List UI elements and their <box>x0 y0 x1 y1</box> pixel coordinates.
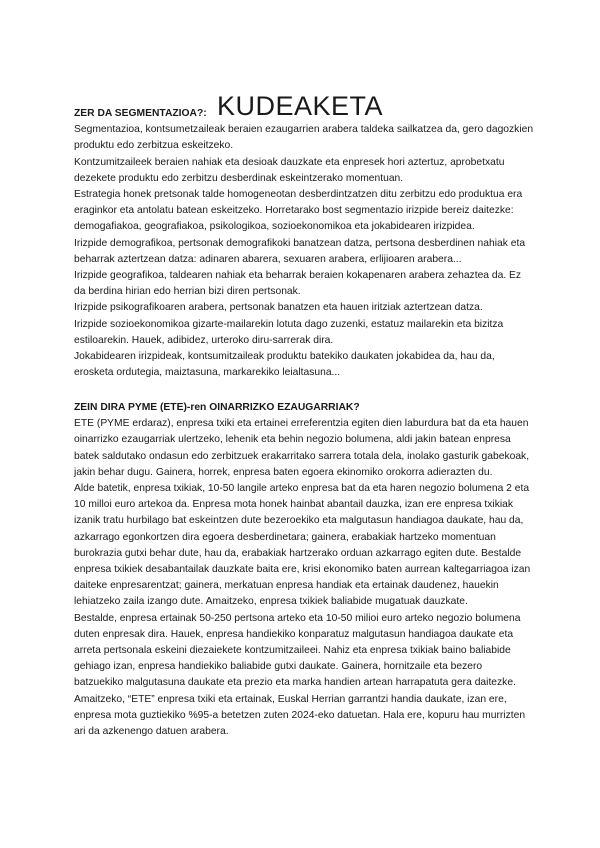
section-heading: ZEIN DIRA PYME (ETE)-ren OINARRIZKO EZAUGARRIAK? <box>74 402 360 413</box>
paragraph: Irizpide sozioekonomikoa gizarte-mailarekin lotuta dago zuzenki, estatuz mailarekin eta bizitza estiloarekin. Hauek, adibidez, urteroko diru-sarrerak dira. <box>74 318 504 346</box>
paragraph: Irizpide geografikoa, taldearen nahiak eta beharrak beraien kokapenaren arabera zehaztea da. Ez da berdina hirian edo herrian bizi diren pertsonak. <box>74 270 522 298</box>
paragraph: ETE (PYME erdaraz), enpresa txiki eta ertainei erreferentzia egiten dien laburdura bat da eta hauen oinarrizko ezaugarriak ulertzeko, lehenik eta behin negozio bolumena, aldi jakin batean enpresa batek saldutako ondasun edo zerbitzuek erakarritako sarrera totala dela, inolako gasturik gabekoak, jakin behar dugu. Gainera, horrek, enpresa baten egoera ekinomiko orokorra adierazten du. <box>74 418 530 478</box>
paragraph: Amaitzeko, “ETE” enpresa txiki eta ertainak, Euskal Herrian garrantzi handia daukate, izan ere, enpresa mota guztiekiko %95-a betetzen zuten 2024-eko datuetan. Hala ere, kopuru hau murrizten ari da azkenengo datuen arabera. <box>74 693 526 738</box>
pyme-section <box>74 400 534 740</box>
segmentation-section <box>74 106 534 381</box>
paragraph: Bestalde, enpresa ertainak 50-250 pertsona arteko eta 10-50 milioi euro arteko negozio bolumena duten enpresak dira. Hauek, enpresa handiekiko konparatuz malgutasun handiagoa daukate eta arreta pertsonala eskeini diezaiekete kontzumitzaileei. Nahiz eta enpresa txikiak baino baliabide gehiago izan, enpresa handiekiko baliabide gutxi daukate. Gainera, hornitzaile eta bezero batzuekiko malgutasuna daukate eta prezio eta marka handien artean harrapatuta gera daitezke. <box>74 612 521 689</box>
section-heading: ZER DA SEGMENTAZIOA?: <box>74 108 207 119</box>
paragraph: Estrategia honek pretsonak talde homogeneotan desberdintzatzen ditu zerbitzu edo produktua era eraginkor eta antolatu batean eskeitzeko. Horretarako bost segmentazio irizpide bereiz daitezke: demogafiakoa, geografiakoa, psikologikoa, sozioekonomikoa eta jokabidearen irizpidea. <box>74 189 523 233</box>
paragraph: Irizpide demografikoa, pertsonak demografikoki banatzean datza, pertsona desberdinen nahiak eta beharrak aztertzean datza: adinaren abarera, sexuaren arabera, erlijioaren arabera... <box>74 237 526 265</box>
paragraph: Segmentazioa, kontsumetzaileak beraien ezaugarrien arabera taldeka sailkatzea da, gero dagozkien produktu edo zerbitzua eskeitzeko. <box>74 124 534 152</box>
paragraph: Alde batetik, enpresa txikiak, 10-50 langile arteko enpresa bat da eta haren negozio bolumena 2 eta 10 milloi euro artekoa da. Enpresa mota honek hainbat abantail dauzka, izan ere enpresa txikiak izanik tratu hurbilago bat eskeintzen dute bezeroekiko eta malgutasun handiagoa daukate, hau da, azkarrago egonkortzen dira egoera desberdinetara; gainera, erabakiak hartzeko momentuan burokrazia gutxi behar dute, hau da, erabakiak hartzerako orduan azkarrago egiten dute. Bestalde enpresa txikiek desabantailak dauzkate baita ere, krisi ekonomiko baten aurrean kaltegarriagoa izan daiteke enpresarentzat; gainera, merkatuan enpresa handiak eta ertainak daudenez, hauekin lehiatzeko zaila izango dute. Amaitzeko, enpresa txikiek baliabide mugatuak dauzkate. <box>74 483 531 608</box>
paragraph: Jokabidearen irizpideak, kontsumitzaileak produktu batekiko daukaten jokabidea da, hau da, erosketa ordutegia, maiztasuna, markarekiko leialtasuna... <box>74 351 495 379</box>
page-title: KUDEAKETA <box>216 91 384 122</box>
paragraph: Irizpide psikografikoaren arabera, pertsonak banatzen eta hauen iritziak aztertzean datza. <box>74 302 483 314</box>
paragraph: Kontzumitzaileek beraien nahiak eta desioak dauzkate eta enpresek hori aztertuz, aprobetxatu dezekete produktu edo zerbitzu desberdinak eskeintzerako momentuan. <box>74 156 505 184</box>
